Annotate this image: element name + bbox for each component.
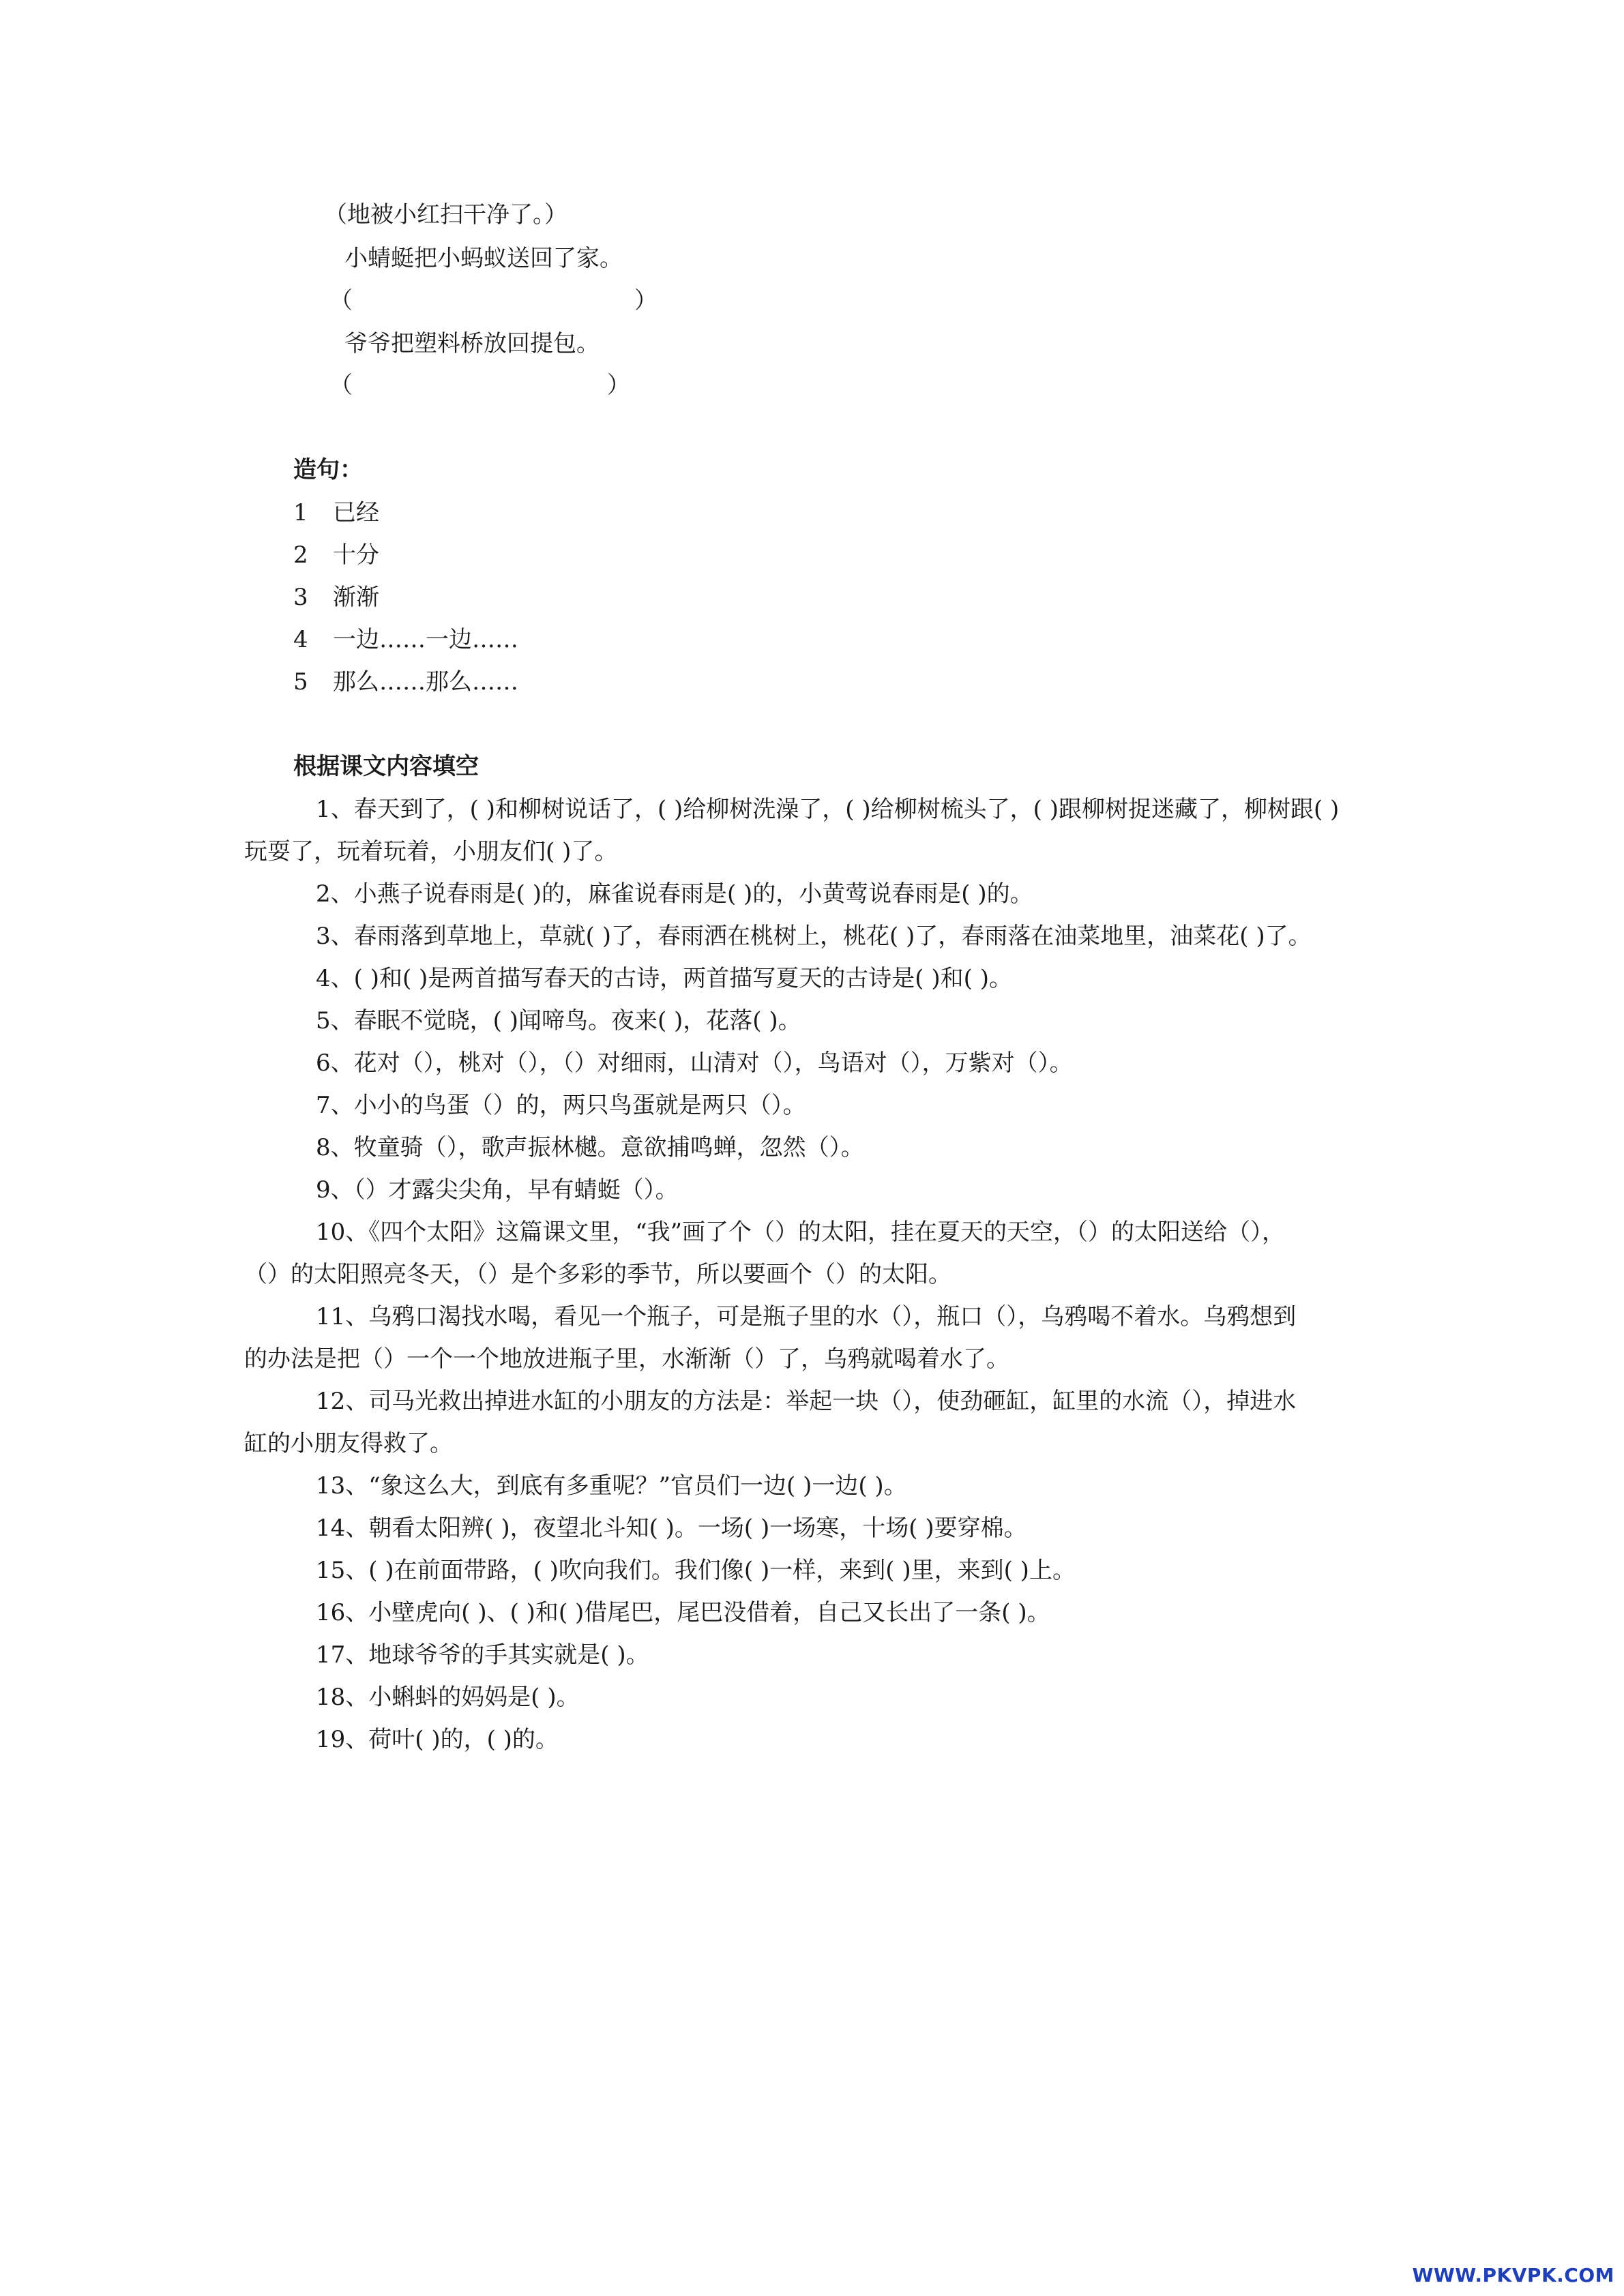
fill-line-7: 7、小小的鸟蛋（）的，两只鸟蛋就是两只（）。: [316, 1092, 806, 1119]
fill-line-4: 4、( )和( )是两首描写春天的古诗，两首描写夏天的古诗是( )和( )。: [316, 965, 1012, 992]
fill-line-10-cont: （）的太阳照亮冬天，（）是个多彩的季节，所以要画个（）的太阳。: [244, 1261, 951, 1288]
transform-sentence-1: 小蜻蜓把小蚂蚁送回了家。: [344, 245, 623, 272]
fill-line-5: 5、春眠不觉晓，( )闻啼鸟。夜来( )，花落( )。: [316, 1007, 801, 1034]
answer-close-paren-2: ）: [607, 372, 630, 399]
fill-line-15: 15、( )在前面带路，( )吹向我们。我们像( )一样，来到( )里，来到( )上。: [316, 1557, 1076, 1584]
example-answer: （地被小红扫干净了。）: [324, 201, 567, 228]
item-word: 一边……一边……: [333, 626, 518, 653]
sentence-item-5: [293, 670, 518, 694]
fill-line-12: 12、司马光救出掉进水缸的小朋友的方法是：举起一块（），使劲砸缸，缸里的水流（），掉进水: [316, 1388, 1297, 1415]
item-number: 3: [293, 584, 308, 611]
fill-line-14: 14、朝看太阳辨( )，夜望北斗知( )。一场( )一场寒，十场( )要穿棉。: [316, 1515, 1027, 1542]
fill-line-2: 2、小燕子说春雨是( )的，麻雀说春雨是( )的，小黄莺说春雨是( )的。: [316, 880, 1033, 908]
fill-line-6: 6、花对（），桃对（），（）对细雨，山清对（），鸟语对（），万紫对（）。: [316, 1049, 1073, 1077]
fill-blanks-title: 根据课文内容填空: [293, 753, 479, 780]
answer-close-paren-1: ）: [634, 287, 658, 314]
fill-line-8: 8、牧童骑（），歌声振林樾。意欲捕鸣蝉，忽然（）。: [316, 1134, 864, 1161]
item-word: 那么……那么……: [333, 668, 518, 696]
sentence-item-2: [293, 543, 379, 567]
item-number: 4: [293, 626, 308, 653]
answer-open-paren-2: （: [329, 372, 353, 399]
item-number: 1: [293, 499, 308, 526]
fill-line-11-cont: 的办法是把（）一个一个地放进瓶子里，水渐渐（）了，乌鸦就喝着水了。: [244, 1345, 1009, 1373]
item-word: 已经: [333, 499, 379, 526]
fill-line-13: 13、“象这么大，到底有多重呢？”官员们一边( )一边( )。: [316, 1472, 907, 1500]
fill-line-10: 10、《四个太阳》这篇课文里，“我”画了个（）的太阳，挂在夏天的天空，（）的太阳送给（），: [316, 1219, 1286, 1246]
sentence-item-4: [293, 628, 518, 651]
fill-line-1-cont: 玩耍了，玩着玩着，小朋友们( )了。: [244, 838, 618, 865]
fill-line-17: 17、地球爷爷的手其实就是( )。: [316, 1641, 649, 1669]
fill-line-1: 1、春天到了，( )和柳树说话了，( )给柳树洗澡了，( )给柳树梳头了，( )跟柳树捉迷藏了，柳树跟( ): [316, 796, 1340, 823]
answer-open-paren-1: （: [329, 287, 353, 314]
site-watermark: WWW.PKVPK.COM: [1412, 2264, 1614, 2286]
item-word: 十分: [333, 541, 379, 569]
transform-sentence-2: 爷爷把塑料桥放回提包。: [344, 330, 600, 357]
item-number: 5: [293, 668, 308, 696]
fill-line-3: 3、春雨落到草地上，草就( )了，春雨洒在桃树上，桃花( )了，春雨落在油菜地里，油菜花( )了。: [316, 923, 1312, 950]
fill-line-19: 19、荷叶( )的，( )的。: [316, 1726, 559, 1753]
sentence-item-3: [293, 586, 379, 609]
fill-line-18: 18、小蝌蚪的妈妈是( )。: [316, 1684, 580, 1711]
fill-line-12-cont: 缸的小朋友得救了。: [244, 1430, 453, 1457]
fill-line-9: 9、（）才露尖尖角，早有蜻蜓（）。: [316, 1176, 679, 1204]
sentence-item-1: [293, 501, 379, 524]
item-word: 渐渐: [333, 584, 379, 611]
sentence-making-title: 造句：: [293, 456, 363, 483]
fill-line-16: 16、小壁虎向( )、( )和( )借尾巴，尾巴没借着，自己又长出了一条( )。: [316, 1599, 1050, 1626]
item-number: 2: [293, 541, 308, 569]
fill-line-11: 11、乌鸦口渴找水喝，看见一个瓶子，可是瓶子里的水（），瓶口（），乌鸦喝不着水。乌鸦想到: [316, 1303, 1297, 1330]
